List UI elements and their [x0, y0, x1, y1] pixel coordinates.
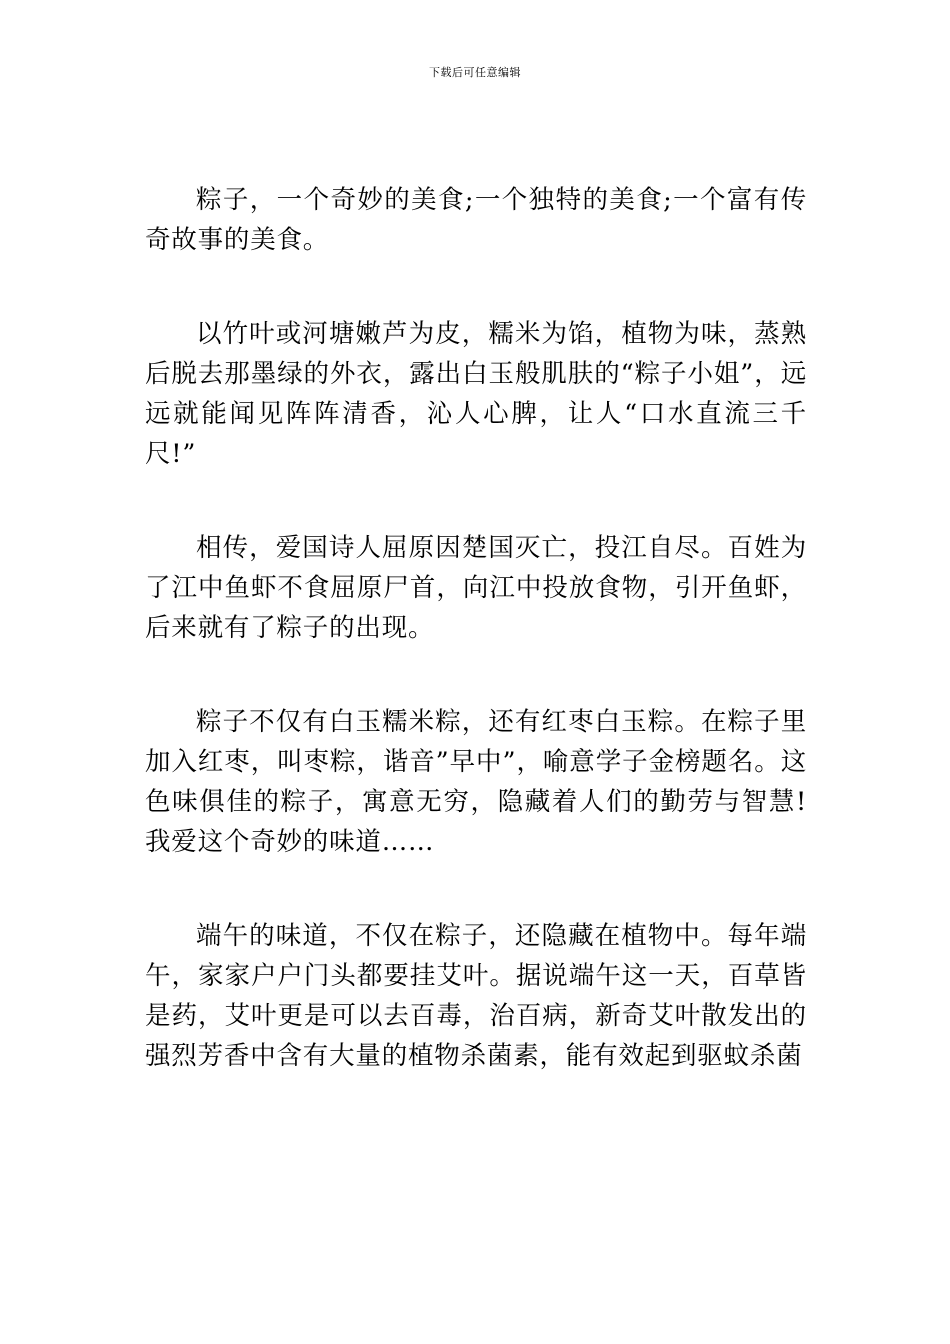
paragraph-intro: 粽子，一个奇妙的美食;一个独特的美食;一个富有传奇故事的美食。: [145, 185, 807, 255]
paragraph-legend: 相传，爱国诗人屈原因楚国灭亡，投江自尽。百姓为了江中鱼虾不食屈原尸首，向江中投放食物，引开鱼虾，后来就有了粽子的出现。: [145, 533, 807, 643]
page-header-note: 下载后可任意编辑: [429, 66, 521, 79]
paragraph-plants: 端午的味道，不仅在粽子，还隐藏在植物中。每年端午，家家户户门头都要挂艾叶。据说端午这一天，百草皆是药，艾叶更是可以去百毒，治百病，新奇艾叶散发出的强烈芳香中含有大量的植物杀菌素，能有效起到驱蚊杀菌: [145, 921, 807, 1071]
document-body: [145, 180, 807, 1130]
paragraph-description: 以竹叶或河塘嫩芦为皮，糯米为馅，植物为味，蒸熟后脱去那墨绿的外衣，露出白玉般肌肤的“粽子小姐”，远远就能闻见阵阵清香，沁人心脾，让人“口水直流三千尺!”: [145, 319, 807, 469]
paragraph-varieties: 粽子不仅有白玉糯米粽，还有红枣白玉粽。在粽子里加入红枣，叫枣粽，谐音”早中”，喻意学子金榜题名。这色味俱佳的粽子，寓意无穷，隐藏着人们的勤劳与智慧!我爱这个奇妙的味道……: [145, 707, 807, 857]
